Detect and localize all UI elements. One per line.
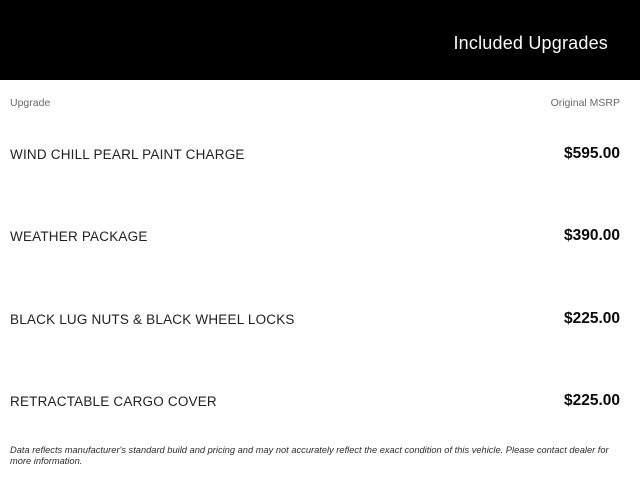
upgrade-price: $595.00 — [563, 145, 620, 162]
column-header-upgrade: Upgrade — [10, 97, 51, 109]
table-column-headers — [10, 97, 620, 109]
upgrade-price: $390.00 — [563, 227, 620, 244]
upgrade-name: WIND CHILL PEARL PAINT CHARGE — [10, 146, 245, 162]
page-header — [0, 0, 640, 80]
upgrade-name: RETRACTABLE CARGO COVER — [10, 393, 217, 409]
table-row — [10, 143, 620, 165]
upgrade-price: $225.00 — [563, 392, 620, 409]
upgrade-name: WEATHER PACKAGE — [10, 228, 148, 244]
disclaimer-text: Data reflects manufacturer's standard build and pricing and may not accurately reflect the exact condition of this vehicle. Please contact dealer for more information. — [10, 445, 609, 467]
upgrade-price: $225.00 — [563, 310, 620, 327]
table-row — [10, 308, 620, 330]
table-row — [10, 225, 620, 247]
upgrade-name: BLACK LUG NUTS & BLACK WHEEL LOCKS — [10, 311, 295, 327]
column-header-original-msrp: Original MSRP — [550, 97, 620, 109]
table-row — [10, 390, 620, 412]
page-title: Included Upgrades — [453, 32, 608, 53]
